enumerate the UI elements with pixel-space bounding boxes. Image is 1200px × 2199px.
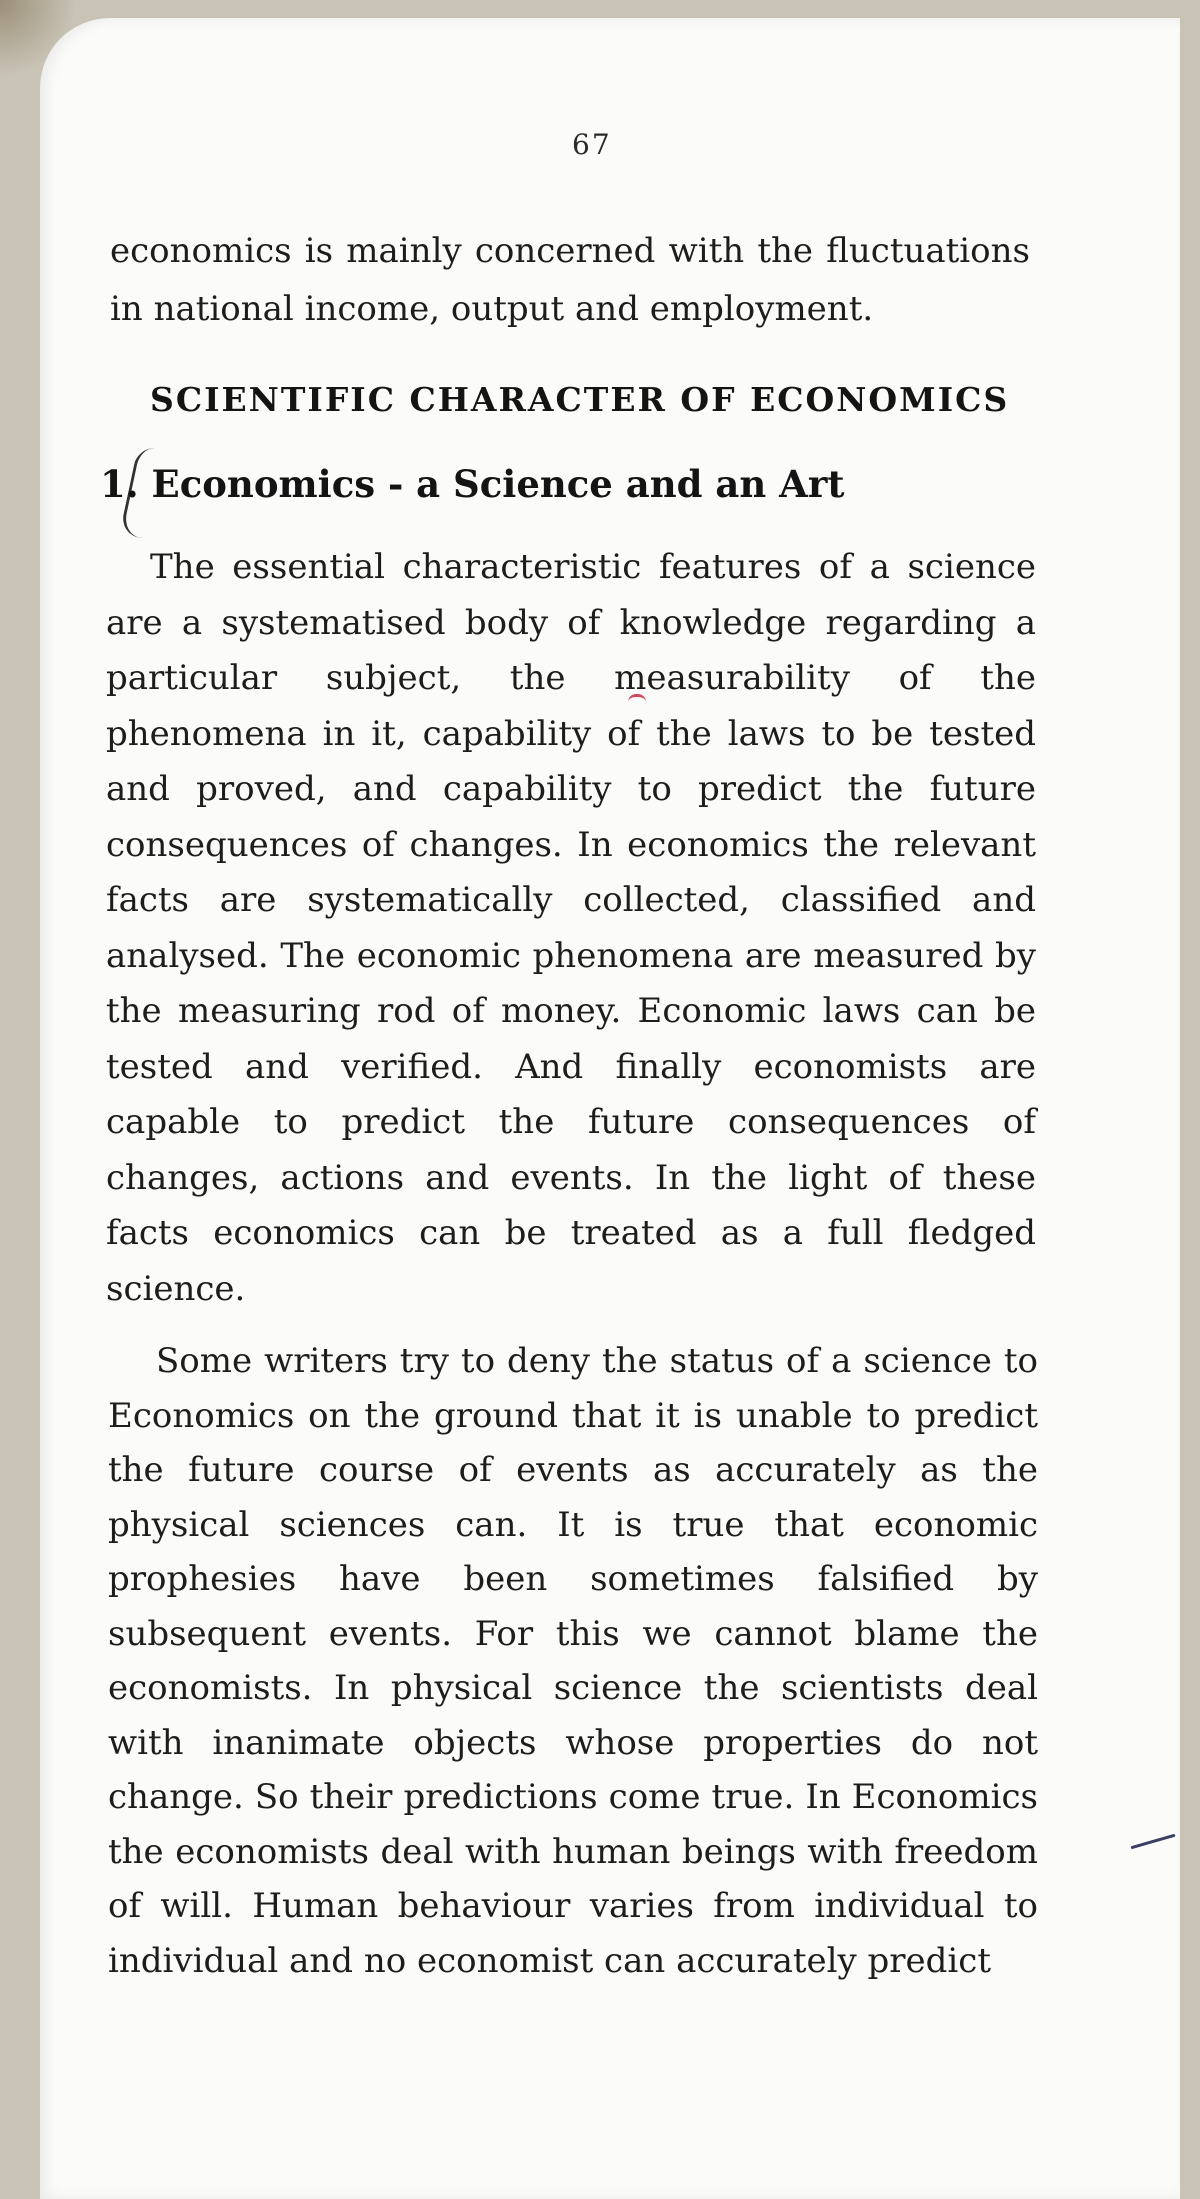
body-paragraph-1: The essential characteristic features of a science are a systematised body of knowledge regarding a particular subject, the measurability of the phenomena in it, capability of the laws to be tested and proved, and capability to predict the future consequences of changes. In economics the relevant facts are systematically collected, classified and analysed. The economic phenomena are measured by the measuring rod of money. Economic laws can be tested and verified. And finally economists are capable to predict the future consequences of changes, actions and events. In the light of these facts economics can be treated as a full fledged science. [106, 547, 1036, 1309]
sub-heading: 1. Economics - a Science and an Art [100, 462, 845, 506]
section-heading: SCIENTIFIC CHARACTER OF ECONOMICS [150, 380, 1010, 419]
page-number: 67 [572, 128, 612, 161]
red-ink-mark [628, 694, 646, 707]
intro-paragraph: economics is mainly concerned with the fluctuations in national income, output and employment. [110, 231, 1030, 329]
body-paragraph-2: Some writers try to deny the status of a science to Economics on the ground that it is unable to predict the future course of events as accurately as the physical sciences can. It is true that economic prophesies have been sometimes falsified by subsequent events. For this we cannot blame the economists. In physical science the scientists deal with inanimate objects whose properties do not change. So their predictions come true. In Economics the economists deal with human beings with freedom of will. Human behaviour varies from individual to individual and no economist can accurately predict [108, 1341, 1038, 1981]
